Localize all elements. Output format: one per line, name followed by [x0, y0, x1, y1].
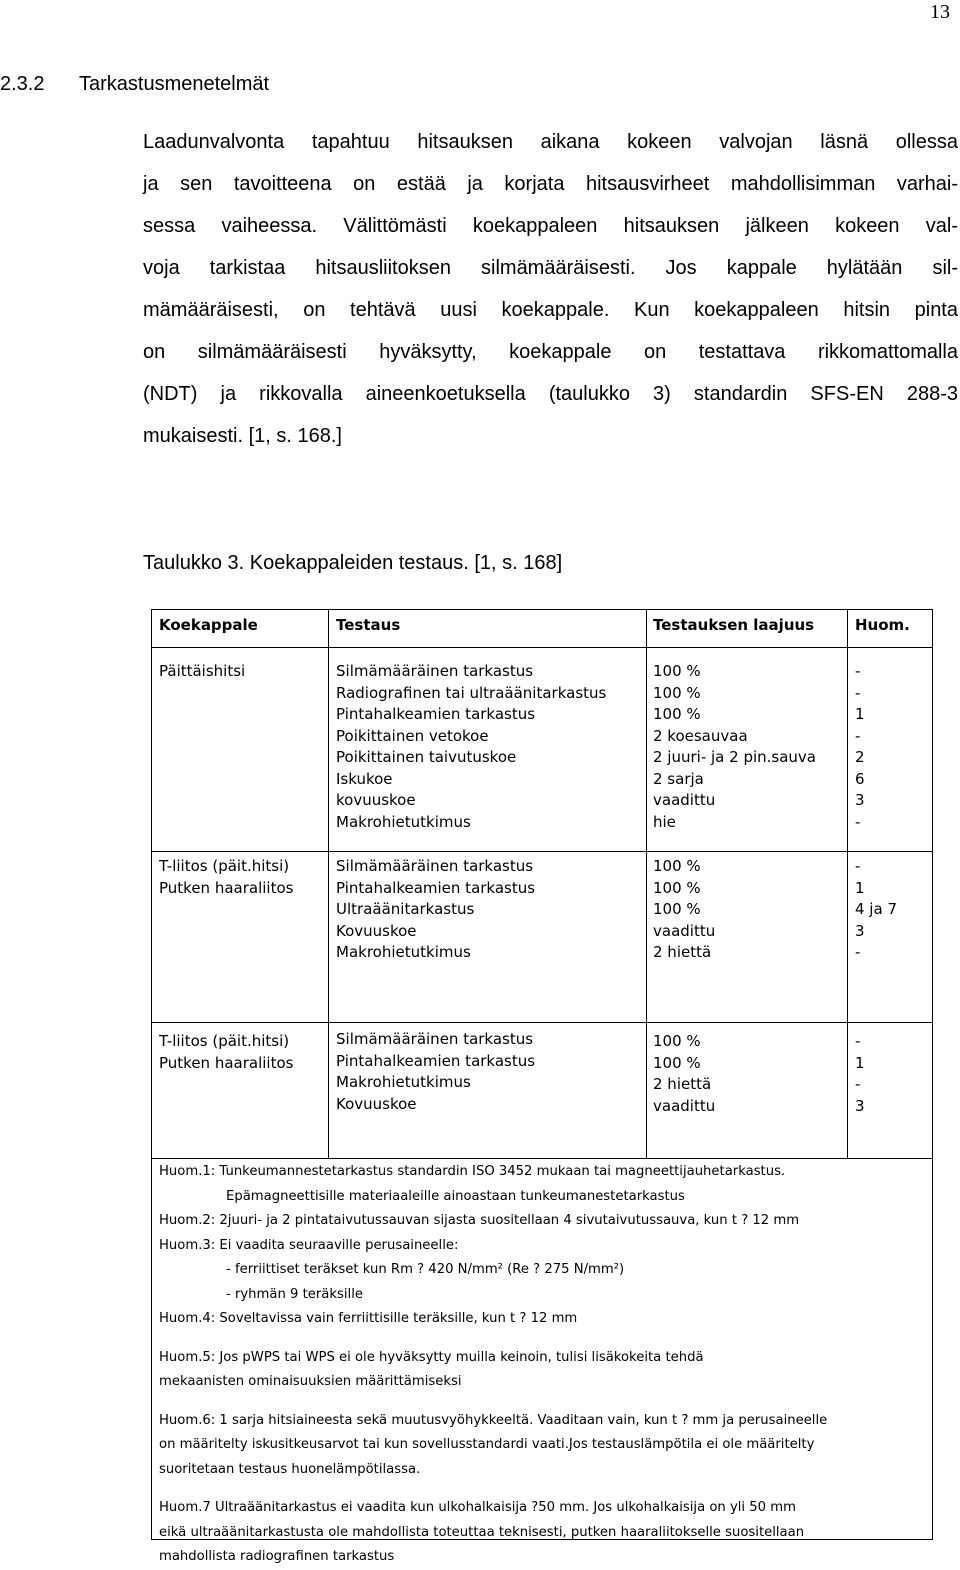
- group-extent: [653, 856, 715, 964]
- note-ref: 6: [855, 769, 865, 788]
- column-divider: [646, 610, 647, 1158]
- note-ref: -: [855, 857, 861, 875]
- paragraph-line: mukaisesti. [1, s. 168.]: [143, 425, 342, 447]
- page-number: 13: [930, 1, 950, 23]
- paragraph-line: sessa vaiheessa. Välittömästi koekappaleen hitsauksen jälkeen kokeen val-: [143, 215, 958, 237]
- extent-item: 100 %: [653, 878, 701, 897]
- extent-item: 2 juuri- ja 2 pin.sauva: [653, 748, 816, 766]
- extent-item: 2 hiettä: [653, 1075, 712, 1093]
- test-item: Poikittainen vetokoe: [336, 726, 489, 745]
- note-line: Huom.1: Tunkeumannestetarkastus standardin ISO 3452 mukaan tai magneettijauhetarkastus.: [159, 1164, 786, 1179]
- note-line: Epämagneettisille materiaaleille ainoastaan tunkeumanestetarkastus: [226, 1188, 685, 1204]
- specimen-label: Putken haaraliitos: [159, 1053, 294, 1072]
- extent-item: vaadittu: [653, 921, 716, 940]
- test-item: Silmämääräinen tarkastus: [336, 857, 534, 875]
- note-ref: 3: [855, 1096, 865, 1115]
- extent-item: vaadittu: [653, 1096, 716, 1115]
- group-notes-refs: [855, 856, 897, 964]
- group-tests: [336, 1029, 535, 1115]
- column-divider: [847, 610, 848, 1158]
- body-paragraph: [143, 121, 958, 457]
- extent-item: 2 koesauvaa: [653, 726, 748, 745]
- note-ref: 1: [855, 878, 865, 897]
- note-line: - ryhmän 9 teräksille: [226, 1286, 363, 1302]
- paragraph-line: on silmämääräisesti hyväksytty, koekappale on testattava rikkomattomalla: [143, 341, 958, 363]
- note-line: Huom.2: 2juuri- ja 2 pintataivutussauvan sijasta suositellaan 4 sivutaivutussauva, kun t ? 12 mm: [159, 1213, 800, 1228]
- extent-item: 100 %: [653, 857, 701, 875]
- note-ref: -: [855, 683, 861, 702]
- header-koekappale: Koekappale: [159, 616, 258, 634]
- note-ref: 3: [855, 791, 865, 809]
- test-item: Makrohietutkimus: [336, 943, 471, 961]
- test-item: Silmämääräinen tarkastus: [336, 662, 534, 680]
- notes-divider: [152, 1158, 932, 1159]
- note-line: - ferriittiset teräkset kun Rm ? 420 N/mm² (Re ? 275 N/mm²): [226, 1262, 625, 1277]
- note-line: on määritelty iskusitkeusarvot tai kun sovellusstandardi vaati.Jos testauslämpötila ei ole määritelty: [159, 1437, 815, 1452]
- paragraph-line: mämääräisesti, on tehtävä uusi koekappale. Kun koekappaleen hitsin pinta: [143, 299, 958, 321]
- column-divider: [328, 610, 329, 1158]
- note-line: mahdollista radiografinen tarkastus: [159, 1549, 395, 1564]
- group-specimen: [159, 1031, 293, 1074]
- test-item: Makrohietutkimus: [336, 1073, 471, 1091]
- paragraph-line: Laadunvalvonta tapahtuu hitsauksen aikana kokeen valvojan läsnä ollessa: [143, 131, 958, 153]
- note-ref: -: [855, 726, 861, 745]
- paragraph-line: voja tarkistaa hitsausliitoksen silmämääräisesti. Jos kappale hylätään sil-: [143, 257, 958, 279]
- note-line: Huom.3: Ei vaadita seuraaville perusaineelle:: [159, 1237, 459, 1253]
- note-ref: 4 ja 7: [855, 900, 897, 918]
- group-tests: [336, 661, 606, 833]
- section-number: 2.3.2: [0, 73, 45, 95]
- extent-item: 2 hiettä: [653, 943, 712, 961]
- group-extent: [653, 1031, 715, 1117]
- test-item: Ultraäänitarkastus: [336, 900, 475, 918]
- note-line: eikä ultraäänitarkastusta ole mahdollista toteuttaa teknisesti, putken haaraliitokselle suositellaan: [159, 1524, 805, 1540]
- test-item: Iskukoe: [336, 769, 393, 788]
- note-ref: -: [855, 1075, 861, 1093]
- note-ref: -: [855, 943, 861, 961]
- test-specimen-table: [151, 609, 933, 1564]
- extent-item: vaadittu: [653, 791, 716, 809]
- paragraph-line: (NDT) ja rikkovalla aineenkoetuksella (taulukko 3) standardin SFS-EN 288-3: [143, 383, 958, 405]
- extent-item: hie: [653, 812, 676, 831]
- header-laajuus: Testauksen laajuus: [653, 616, 815, 634]
- header-testaus: Testaus: [336, 616, 401, 634]
- test-item: Poikittainen taivutuskoe: [336, 748, 517, 766]
- note-ref: 2: [855, 748, 865, 766]
- specimen-label: T-liitos (päit.hitsi): [159, 1032, 290, 1050]
- specimen-label: Päittäishitsi: [159, 662, 246, 680]
- group-divider: [152, 851, 932, 852]
- note-line: suoritetaan testaus huonelämpötilassa.: [159, 1461, 421, 1477]
- test-item: Pintahalkeamien tarkastus: [336, 1051, 536, 1070]
- table-caption: Taulukko 3. Koekappaleiden testaus. [1, s. 168]: [143, 552, 563, 574]
- section-title: Tarkastusmenetelmät: [79, 73, 270, 95]
- note-line: Huom.6: 1 sarja hitsiaineesta sekä muutusvyöhykkeeltä. Vaaditaan vain, kun t ? mm ja perusaineelle: [159, 1412, 828, 1428]
- header-divider: [152, 647, 932, 648]
- extent-item: 2 sarja: [653, 769, 704, 788]
- extent-item: 100 %: [653, 662, 701, 680]
- note-ref: -: [855, 662, 861, 680]
- note-ref: 1: [855, 705, 865, 723]
- group-specimen: [159, 856, 293, 899]
- extent-item: 100 %: [653, 900, 701, 918]
- test-item: Radiografinen tai ultraäänitarkastus: [336, 683, 607, 702]
- section-heading: [0, 70, 269, 98]
- group-extent: [653, 661, 816, 833]
- extent-item: 100 %: [653, 705, 701, 723]
- extent-item: 100 %: [653, 683, 701, 702]
- test-item: Makrohietutkimus: [336, 812, 471, 831]
- note-line: Huom.5: Jos pWPS tai WPS ei ole hyväksytty muilla keinoin, tulisi lisäkokeita tehdä: [159, 1349, 704, 1365]
- extent-item: 100 %: [653, 1032, 701, 1050]
- paragraph-line: ja sen tavoitteena on estää ja korjata hitsausvirheet mahdollisimman varhai-: [143, 173, 958, 195]
- note-ref: -: [855, 1032, 861, 1050]
- note-line: mekaanisten ominaisuuksien määrittämiseksi: [159, 1374, 462, 1389]
- header-huom: Huom.: [855, 616, 910, 634]
- note-ref: -: [855, 812, 861, 831]
- note-line: Huom.4: Soveltavissa vain ferriittisille teräksille, kun t ? 12 mm: [159, 1311, 578, 1326]
- group-notes-refs: [855, 661, 865, 833]
- group-specimen: [159, 661, 245, 683]
- test-item: Kovuuskoe: [336, 1094, 417, 1113]
- test-item: Pintahalkeamien tarkastus: [336, 705, 536, 723]
- group-tests: [336, 856, 535, 964]
- table-notes: [159, 1160, 929, 1570]
- test-item: Pintahalkeamien tarkastus: [336, 878, 536, 897]
- specimen-label: T-liitos (päit.hitsi): [159, 857, 290, 875]
- note-ref: 3: [855, 921, 865, 940]
- test-item: Kovuuskoe: [336, 921, 417, 940]
- test-item: Silmämääräinen tarkastus: [336, 1030, 534, 1048]
- specimen-label: Putken haaraliitos: [159, 878, 294, 897]
- group-divider: [152, 1022, 932, 1023]
- group-notes-refs: [855, 1031, 865, 1117]
- extent-item: 100 %: [653, 1053, 701, 1072]
- test-item: kovuuskoe: [336, 791, 416, 809]
- note-ref: 1: [855, 1053, 865, 1072]
- note-line: Huom.7 Ultraäänitarkastus ei vaadita kun ulkohalkaisija ?50 mm. Jos ulkohalkaisija on yli 50 mm: [159, 1500, 796, 1515]
